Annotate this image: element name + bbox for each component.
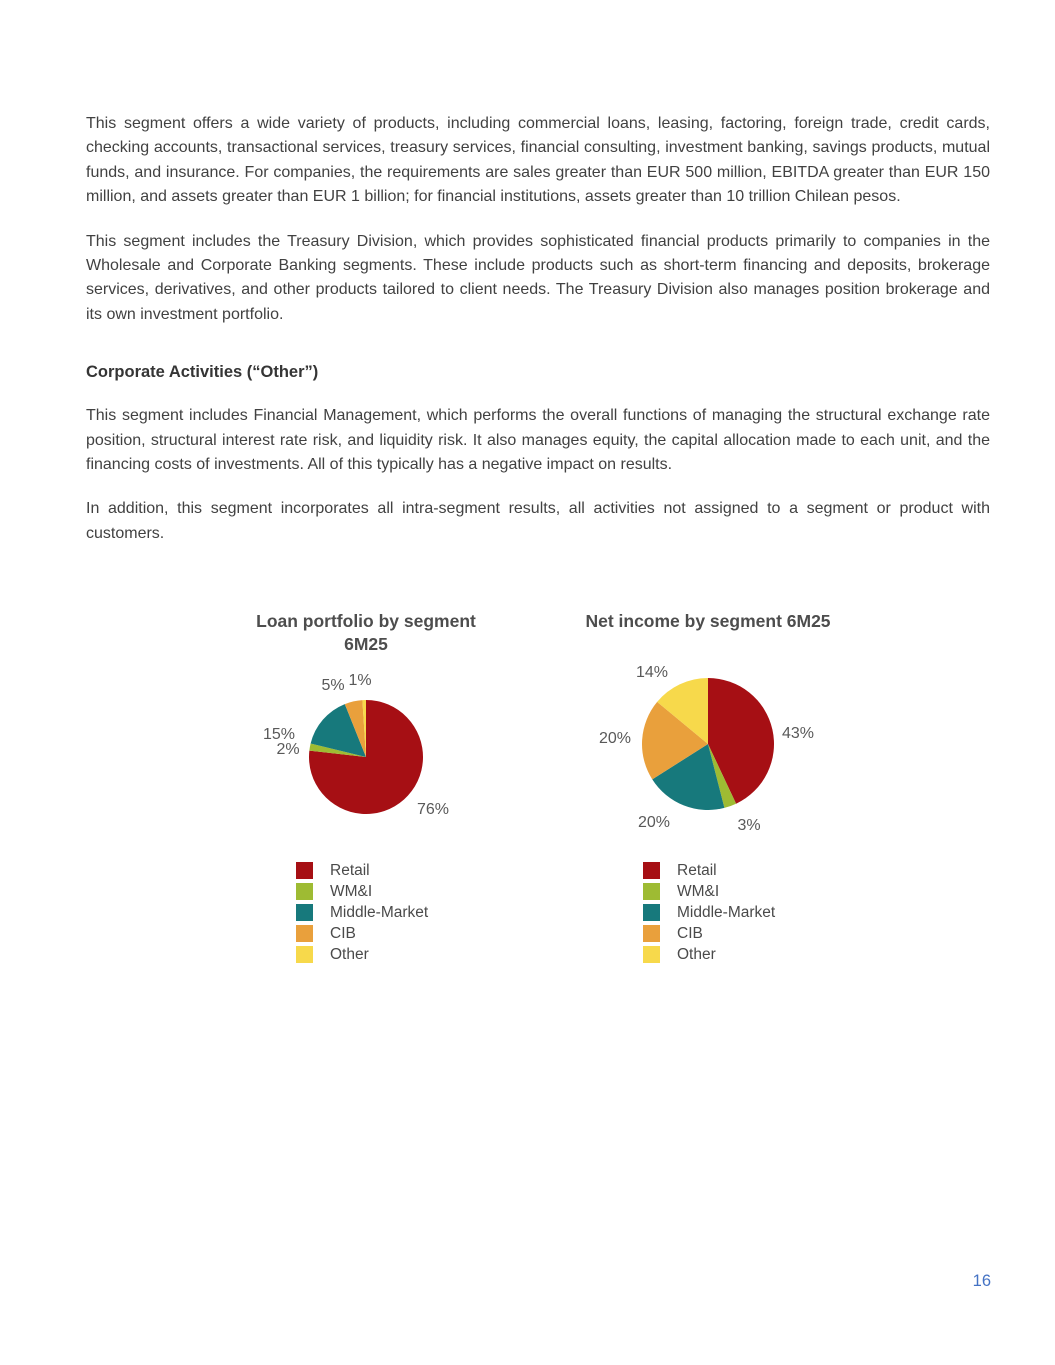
legend-swatch-cib — [643, 925, 660, 942]
slice-label-cib: 20% — [598, 730, 632, 747]
paragraph-financial-management: This segment includes Financial Management, which performs the overall functions of managing the structural exchange rate position, structural interest rate risk, and liquidity risk. It also manages equity, the capital allocation made to each unit, and the financing costs of investments. All of this typically has a negative impact on results. — [86, 407, 990, 474]
legend-label: CIB — [677, 925, 703, 942]
legend-item-retail — [296, 860, 428, 881]
legend-swatch-middle-market — [643, 904, 660, 921]
paragraph-treasury-division: This segment includes the Treasury Division, which provides sophisticated financial products primarily to companies in the Wholesale and Corporate Banking segments. These include products such as short-term financing and deposits, brokerage services, derivatives, and other products tailored to client needs. The Treasury Division also manages position brokerage and its own investment portfolio. — [86, 232, 990, 323]
legend-swatch-middle-market — [296, 904, 313, 921]
legend — [296, 860, 428, 965]
body-text — [86, 112, 990, 566]
section-heading-corporate-activities: Corporate Activities (“Other”) — [86, 363, 319, 382]
paragraph-wholesale-products: This segment offers a wide variety of products, including commercial loans, leasing, factoring, foreign trade, credit cards, checking accounts, transactional services, treasury services, financial consulting, investment banking, savings products, mutual funds, and insurance. For companies, the requirements are sales greater than EUR 500 million, EBITDA greater than EUR 150 million, and assets greater than EUR 1 billion; for financial institutions, assets greater than 10 trillion Chilean pesos. — [86, 115, 990, 206]
legend-label: Other — [677, 946, 716, 963]
slice-label-middle-market: 20% — [637, 814, 671, 831]
charts-region — [0, 600, 1055, 1000]
legend-swatch-wmi — [643, 883, 660, 900]
legend-item-retail — [643, 860, 775, 881]
legend — [643, 860, 775, 965]
legend-label: WM&I — [677, 883, 720, 900]
slice-label-other: 14% — [635, 664, 669, 681]
page-number: 16 — [972, 1272, 991, 1290]
chart-title — [216, 610, 516, 656]
chart-title-line: Net income by segment 6M25 — [585, 611, 831, 631]
chart-title-line: Loan portfolio by segment — [256, 611, 476, 631]
chart-title-line: 6M25 — [344, 634, 388, 654]
slice-label-retail: 76% — [416, 801, 450, 818]
legend-label: Retail — [677, 862, 717, 879]
legend-swatch-wmi — [296, 883, 313, 900]
legend-item-other — [643, 944, 775, 965]
legend-item-middle-market — [296, 902, 428, 923]
slice-label-wmi: 2% — [276, 741, 300, 758]
slice-label-middle-market: 15% — [262, 726, 296, 743]
legend-label: WM&I — [330, 883, 373, 900]
legend-swatch-other — [296, 946, 313, 963]
slice-label-cib: 5% — [321, 677, 345, 694]
paragraph-intra-segment: In addition, this segment incorporates all intra-segment results, all activities not assigned to a segment or product with customers. — [86, 500, 990, 542]
legend-item-cib — [296, 923, 428, 944]
legend-label: CIB — [330, 925, 356, 942]
legend-swatch-other — [643, 946, 660, 963]
slice-label-retail: 43% — [781, 725, 815, 742]
legend-item-cib — [643, 923, 775, 944]
chart-title — [558, 610, 858, 633]
legend-swatch-retail — [643, 862, 660, 879]
pie-chart-loan-portfolio — [309, 700, 423, 814]
legend-item-other — [296, 944, 428, 965]
legend-item-wmi — [296, 881, 428, 902]
legend-label: Middle-Market — [677, 904, 776, 921]
legend-item-middle-market — [643, 902, 775, 923]
legend-swatch-cib — [296, 925, 313, 942]
legend-label: Other — [330, 946, 369, 963]
legend-label: Retail — [330, 862, 370, 879]
legend-label: Middle-Market — [330, 904, 429, 921]
slice-label-other: 1% — [348, 672, 372, 689]
legend-item-wmi — [643, 881, 775, 902]
pie-chart-net-income — [642, 678, 774, 810]
slice-label-wmi: 3% — [737, 817, 761, 834]
legend-swatch-retail — [296, 862, 313, 879]
